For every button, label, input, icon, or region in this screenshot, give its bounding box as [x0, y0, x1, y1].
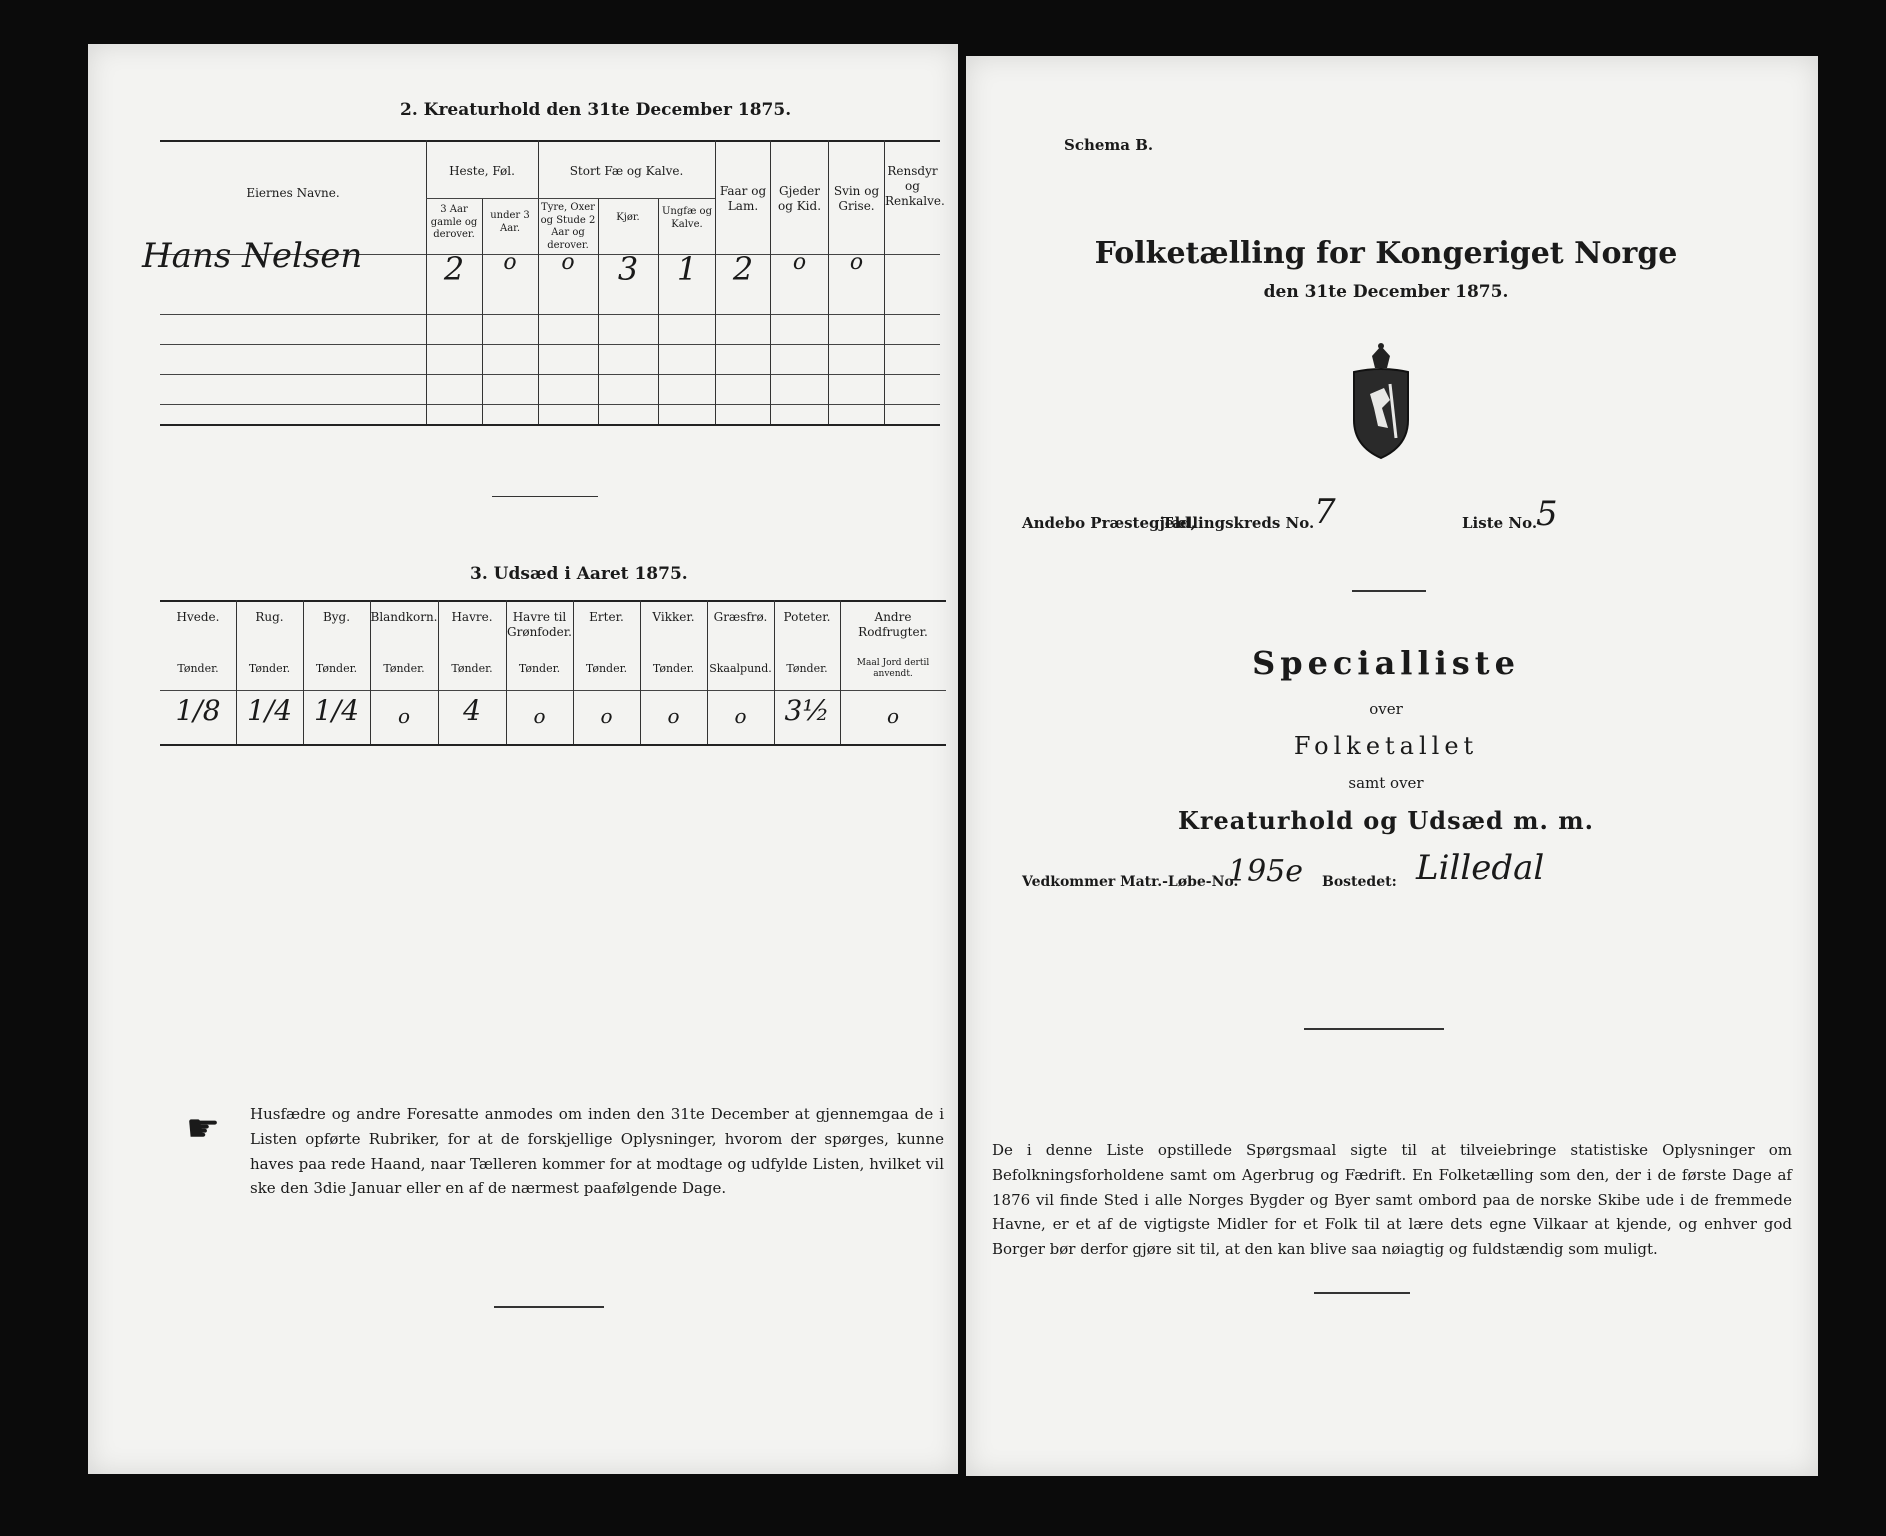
- parish-label: Andebo Præstegjeld,: [1022, 514, 1196, 532]
- col-divider: [426, 140, 427, 424]
- folketallet-label: Folketallet: [1293, 732, 1479, 760]
- header-rensdyr: Rensdyr og Renkalve.: [885, 164, 945, 208]
- left-page: [88, 44, 958, 1474]
- section2-title: 2. Kreaturhold den 31te December 1875.: [400, 100, 792, 120]
- header-faar: Faar og Lam.: [719, 184, 767, 213]
- pointing-hand-icon: ☛: [186, 1106, 221, 1150]
- divider: [494, 1306, 604, 1308]
- divider: [492, 496, 598, 497]
- seed-unit-1: Tønder.: [248, 662, 291, 675]
- livestock-value: 2: [732, 250, 754, 288]
- matr-label: Vedkommer Matr.-Løbe-No.: [1022, 874, 1239, 890]
- bosted-value: Lilledal: [1416, 848, 1545, 888]
- seed-unit-7: Tønder.: [652, 662, 695, 675]
- seed-table-bottom: [160, 744, 946, 746]
- header-svin: Svin og Grise.: [833, 184, 880, 213]
- header-heste-b: under 3 Aar.: [490, 210, 530, 234]
- seed-header-6: Erter.: [589, 610, 624, 624]
- header-heste: Heste, Føl.: [449, 164, 515, 178]
- coat-of-arms-icon: [1350, 342, 1412, 462]
- seed-header-3: Blandkorn.: [370, 610, 438, 624]
- seed-value-2: 1/4: [313, 694, 360, 727]
- header-stort-b: Kjør.: [616, 212, 640, 223]
- seed-unit-0: Tønder.: [177, 662, 219, 675]
- livestock-value: o: [503, 250, 517, 275]
- seed-value-7: o: [667, 704, 680, 728]
- row-rule: [160, 314, 940, 315]
- schema-label: Schema B.: [1064, 136, 1154, 154]
- info-text: De i denne Liste opstillede Spørgsmaal sigte til at tilveiebringe statistiske Oplysninger om Befolkningsforholdene samt om Agerbrug og Fædrift. En Folketælling som den, der i de første Dage af 1876 vil finde Sted i alle Norges Bygder og Byer samt ombord paa de norske Skibe ude i de fremmede Havne, er et af de vigtigste Midler for et Folk til at lære dets egne Vilkaar at kjende, og enhver god Borger bør derfor gjøre sit til, at den kan blive saa nøiagtig og fuldstændig som muligt.: [992, 1141, 1792, 1258]
- footnote: Husfædre og andre Foresatte anmodes om inden den 31te December at gjennemgaa de i Listen opførte Rubriker, for at de forskjellige Oplysninger, hvorom der spørges, kunne haves paa rede Haand, naar Tælleren kommer for at modtage og udfylde Listen, hvilket vil ske den 3die Januar eller en af de nærmest paafølgende Dage.: [250, 1105, 944, 1198]
- seed-unit-4: Tønder.: [451, 662, 493, 675]
- seed-header-7: Vikker.: [652, 610, 695, 624]
- seed-header-8: Græsfrø.: [713, 610, 768, 624]
- seed-unit-5: Tønder.: [518, 662, 561, 675]
- header-stort: Stort Fæ og Kalve.: [569, 164, 684, 178]
- seed-value-4: 4: [463, 694, 481, 727]
- header-stort-a: Tyre, Oxer og Stude 2 Aar og derover.: [540, 202, 596, 251]
- seed-value-0: 1/8: [175, 694, 221, 727]
- seed-header-10: Andre Rodfrugter.: [858, 610, 928, 639]
- district-value: 7: [1314, 492, 1336, 532]
- owner-name: Hans Nelsen: [142, 236, 363, 276]
- seed-header-5: Havre til Grønfoder.: [507, 610, 572, 639]
- col-divider: [482, 198, 483, 424]
- divider: [1314, 1292, 1410, 1294]
- bosted-label: Bostedet:: [1322, 874, 1397, 890]
- seed-unit-3: Tønder.: [383, 662, 425, 675]
- col-divider: [828, 140, 829, 424]
- seed-value-8: o: [734, 704, 747, 728]
- list-label: Liste No.: [1462, 514, 1538, 532]
- row-rule: [160, 404, 940, 405]
- divider: [1352, 590, 1426, 592]
- col-divider: [658, 198, 659, 424]
- district-label: Tællingskreds No.: [1162, 514, 1315, 532]
- seed-value-6: o: [600, 704, 613, 728]
- seed-unit-2: Tønder.: [315, 662, 358, 675]
- livestock-value: o: [561, 250, 575, 275]
- col-divider: [598, 198, 599, 424]
- table-top-rule: [160, 140, 940, 142]
- seed-header-9: Poteter.: [783, 610, 831, 624]
- seed-header-2: Byg.: [322, 610, 351, 624]
- livestock-value: 2: [443, 250, 465, 288]
- main-title: Folketælling for Kongeriget Norge: [1094, 236, 1678, 271]
- livestock-value: o: [849, 250, 864, 275]
- header-stort-c: Ungfæ og Kalve.: [662, 206, 712, 230]
- seed-header-0: Hvede.: [176, 610, 220, 624]
- seed-unit-8: Skaalpund.: [709, 662, 772, 675]
- row-rule: [160, 344, 940, 345]
- row-rule: [160, 374, 940, 375]
- kreaturhold-label: Kreaturhold og Udsæd m. m.: [1178, 806, 1594, 835]
- census-date: den 31te December 1875.: [1263, 282, 1509, 302]
- seed-header-1: Rug.: [255, 610, 284, 624]
- special-title: Specialliste: [1252, 644, 1520, 682]
- header-owner: Eiernes Navne.: [246, 186, 340, 200]
- samt-over-label: samt over: [1348, 774, 1424, 792]
- matr-value: 195e: [1228, 854, 1304, 889]
- livestock-value: 3: [617, 250, 639, 288]
- col-divider: [770, 140, 771, 424]
- header-gjeder: Gjeder og Kid.: [777, 184, 822, 213]
- table-bottom-rule: [160, 424, 940, 426]
- seed-unit-6: Tønder.: [585, 662, 628, 675]
- livestock-value: o: [792, 250, 807, 275]
- col-divider: [538, 140, 539, 424]
- seed-table-top: [160, 600, 946, 602]
- seed-value-1: 1/4: [246, 694, 293, 727]
- seed-unit-9: Tønder.: [786, 662, 828, 675]
- right-page: [966, 56, 1818, 1476]
- seed-unit-10: Maal Jord dertil anvendt.: [856, 658, 930, 680]
- seed-value-5: o: [533, 704, 546, 728]
- header-heste-a: 3 Aar gamle og derover.: [430, 204, 478, 240]
- seed-value-3: o: [397, 704, 411, 728]
- subheader-rule: [426, 198, 715, 199]
- over-label: over: [1369, 700, 1403, 718]
- seed-header-4: Havre.: [451, 610, 493, 624]
- section3-title: 3. Udsæd i Aaret 1875.: [470, 564, 688, 584]
- livestock-value: 1: [676, 250, 698, 288]
- seed-header-rule: [160, 690, 946, 691]
- seed-value-9: 3½: [784, 694, 830, 727]
- divider: [1304, 1028, 1444, 1030]
- seed-value-10: o: [886, 704, 900, 728]
- list-value: 5: [1536, 494, 1558, 534]
